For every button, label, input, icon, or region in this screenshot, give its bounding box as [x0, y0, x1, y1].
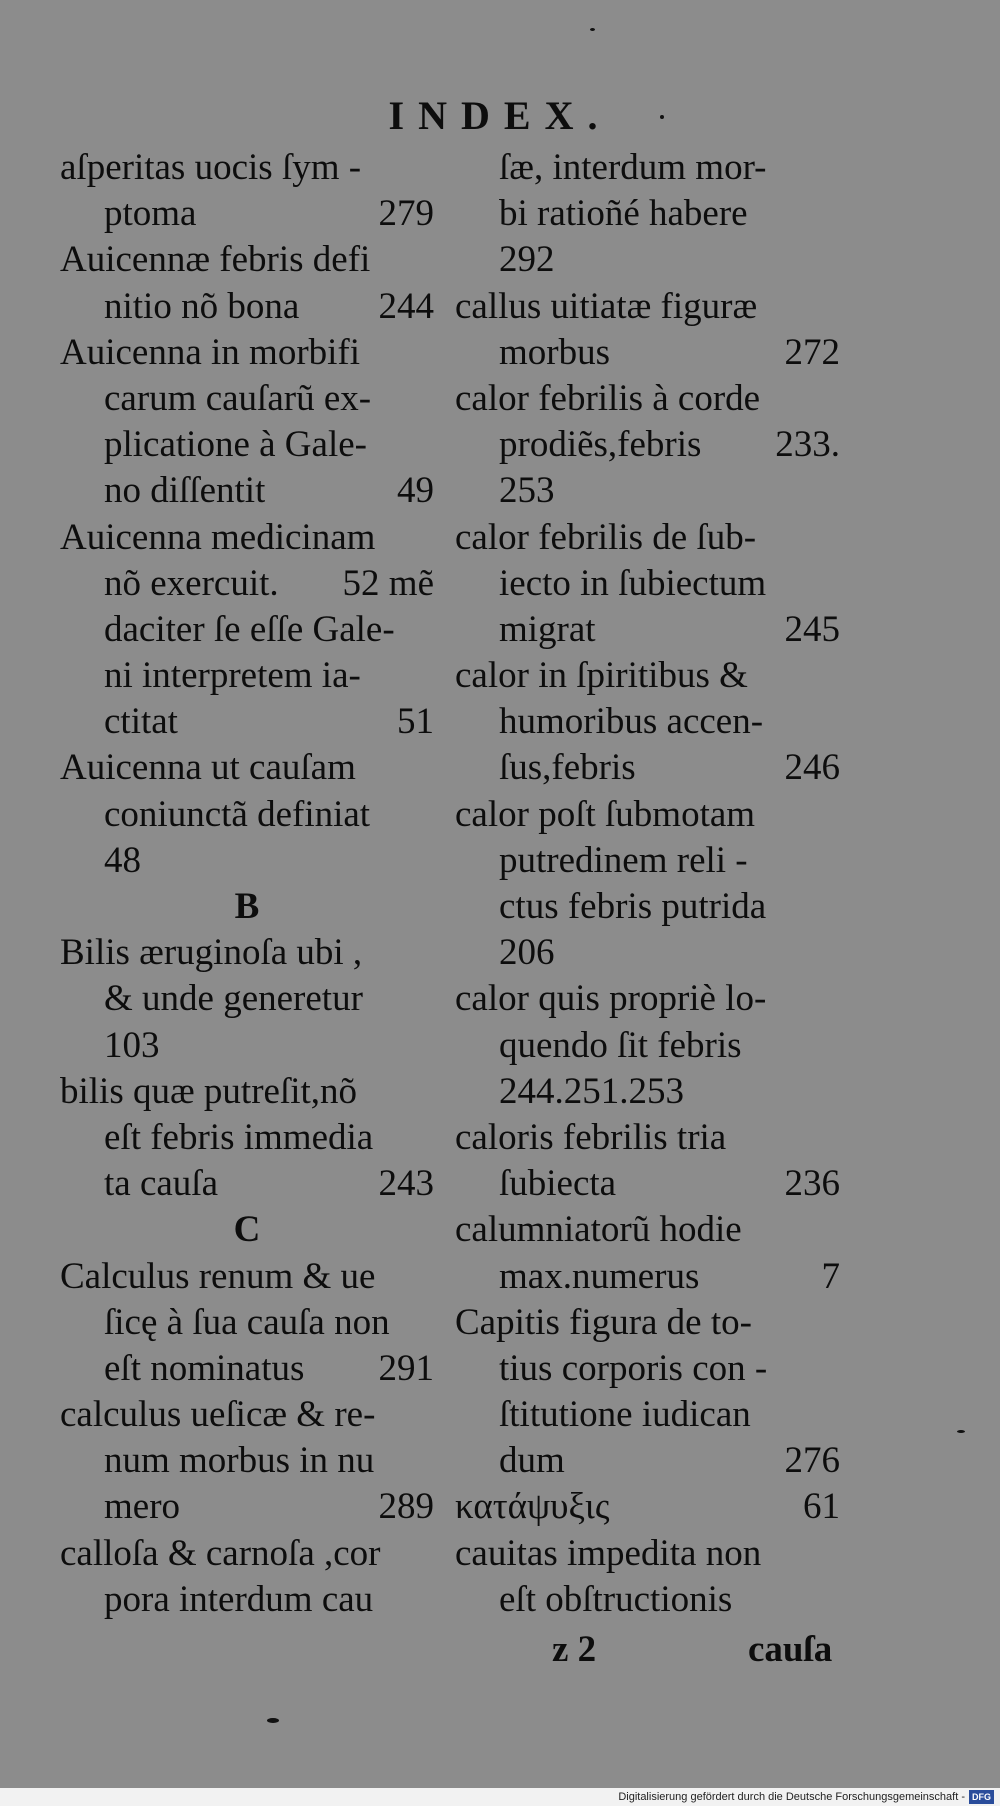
page-title: INDEX.	[388, 93, 612, 138]
page-footer	[0, 1628, 1000, 1674]
index-line-text: Bilis æruginoſa ubi ,	[60, 932, 363, 974]
index-line	[60, 237, 434, 283]
index-line-text: B	[234, 886, 260, 927]
index-line	[60, 1392, 434, 1438]
index-line	[455, 468, 840, 514]
index-line	[455, 1438, 840, 1484]
index-line-text: calor quis propriè lo-	[455, 978, 767, 1020]
index-line-text: mero	[104, 1486, 181, 1528]
index-line-text: nitio nõ bona	[104, 285, 300, 327]
index-line	[60, 1577, 434, 1623]
index-line-text: nõ exercuit.	[104, 562, 279, 604]
index-page-number: 291	[378, 1347, 434, 1389]
index-line	[60, 515, 434, 561]
index-line-text: prodiẽs,febris	[499, 424, 702, 466]
index-line-text: Auicenna ut cauſam	[60, 747, 356, 789]
index-page-number: 289	[378, 1486, 434, 1528]
index-page-number: 236	[784, 1163, 840, 1205]
index-line	[60, 376, 434, 422]
index-line-text: calor in ſpiritibus &	[455, 655, 748, 697]
index-line	[455, 1346, 840, 1392]
index-line-text: bi ratioñé habere	[499, 193, 748, 235]
index-line-text: putredinem reli -	[499, 839, 748, 881]
index-line	[455, 607, 840, 653]
index-line	[60, 930, 434, 976]
index-line-text: 292	[499, 239, 555, 281]
index-line	[60, 145, 434, 191]
index-line	[455, 191, 840, 237]
index-line	[455, 515, 840, 561]
index-page-number: 279	[378, 193, 434, 235]
index-line-text: bilis quæ putreſit,nõ	[60, 1070, 358, 1112]
index-line-text: aſperitas uocis ſym -	[60, 147, 362, 188]
index-line	[455, 884, 840, 930]
index-line	[60, 792, 434, 838]
index-line-text: ctus febris putrida	[499, 886, 767, 927]
index-line-text: calculus ueſicæ & re-	[60, 1394, 376, 1436]
index-line	[455, 1577, 840, 1623]
index-line	[60, 745, 434, 791]
scan-speck	[957, 1430, 965, 1433]
index-line	[455, 745, 840, 791]
index-line-text: quendo ſit febris	[499, 1024, 742, 1066]
index-line	[455, 976, 840, 1022]
index-page-number: 233.	[775, 424, 840, 466]
index-line-text: 253	[499, 470, 555, 512]
index-page-number: 245	[784, 608, 840, 650]
index-line-text: 48	[104, 839, 141, 881]
index-line-text: iecto in ſubiectum	[499, 562, 767, 604]
index-line	[60, 838, 434, 884]
index-line	[60, 1023, 434, 1069]
index-line	[455, 1392, 840, 1438]
index-line	[455, 1161, 840, 1207]
digitization-credit-bar	[0, 1788, 1000, 1806]
index-line-text: ta cauſa	[104, 1163, 218, 1205]
index-line	[60, 1484, 434, 1530]
index-line	[60, 284, 434, 330]
index-line	[455, 1023, 840, 1069]
index-line-text: ſubiecta	[499, 1163, 617, 1205]
index-line	[60, 1115, 434, 1161]
index-page-number: 243	[378, 1163, 434, 1205]
index-line-text: tius corporis con -	[499, 1347, 768, 1389]
index-line-text: Capitis figura de to-	[455, 1301, 752, 1343]
index-line-text: calor febrilis à corde	[455, 377, 761, 419]
index-line	[455, 284, 840, 330]
index-line-text: calor febrilis de ſub-	[455, 516, 757, 558]
index-line-text: ctitat	[104, 701, 178, 743]
index-line	[455, 422, 840, 468]
index-line	[455, 930, 840, 976]
index-line	[60, 330, 434, 376]
index-line-text: calumniatorũ hodie	[455, 1209, 742, 1251]
index-line	[60, 1069, 434, 1115]
index-line	[60, 1346, 434, 1392]
index-line	[455, 1069, 840, 1115]
scan-speck	[660, 115, 664, 119]
index-line-text: κατάψυξις	[455, 1486, 610, 1528]
index-line-text: C	[233, 1209, 261, 1251]
index-line	[455, 1115, 840, 1161]
index-line	[60, 1531, 434, 1577]
index-line	[455, 145, 840, 191]
index-page-number: 7	[821, 1255, 840, 1297]
index-line	[60, 1161, 434, 1207]
index-line	[455, 1531, 840, 1577]
index-line-text: 206	[499, 932, 555, 974]
index-page-number: 52 mẽ	[342, 562, 434, 604]
index-letter-heading	[60, 884, 434, 930]
index-line	[455, 237, 840, 283]
index-line	[60, 422, 434, 468]
index-line-text: ni interpretem ia-	[104, 655, 361, 697]
index-line-text: Auicennæ febris defi	[60, 239, 371, 281]
index-line	[60, 1438, 434, 1484]
scan-speck	[590, 28, 595, 31]
index-line-text: Auicenna in morbifi	[60, 331, 361, 373]
index-line-text: carum cauſarũ ex-	[104, 377, 372, 419]
index-line-text: max.numerus	[499, 1255, 700, 1297]
index-line-text: callus uitiatæ figuræ	[455, 285, 758, 327]
dfg-logo-icon: DFG	[969, 1790, 994, 1804]
index-line-text: eſt nominatus	[104, 1347, 305, 1389]
index-line-text: no diſſentit	[104, 470, 266, 512]
index-line	[455, 1300, 840, 1346]
index-line	[60, 607, 434, 653]
index-line-text: ſicę à ſua cauſa non	[104, 1301, 390, 1343]
signature-mark: z 2	[552, 1629, 597, 1670]
index-line-text: ſus,febris	[499, 747, 636, 789]
index-line	[60, 191, 434, 237]
index-line	[60, 699, 434, 745]
index-page-number: 276	[784, 1440, 840, 1482]
index-page-number: 246	[784, 747, 840, 789]
index-line	[455, 838, 840, 884]
index-line	[60, 468, 434, 514]
index-line-text: humoribus accen-	[499, 701, 764, 743]
index-line-text: ſæ, interdum mor-	[499, 147, 767, 188]
index-line-text: cauitas impedita non	[455, 1532, 762, 1574]
index-line	[455, 653, 840, 699]
left-index-column	[60, 145, 434, 1623]
index-letter-heading	[60, 1207, 434, 1253]
catchword: cauſa	[748, 1629, 833, 1670]
index-page-number: 49	[397, 470, 434, 512]
index-line-text: morbus	[499, 331, 610, 373]
right-index-column	[455, 145, 840, 1623]
index-line	[455, 1254, 840, 1300]
index-line-text: caloris febrilis tria	[455, 1116, 727, 1158]
index-line	[455, 1484, 840, 1530]
index-line-text: daciter ſe eſſe Gale-	[104, 608, 395, 650]
index-line-text: pora interdum cau	[104, 1578, 374, 1620]
index-line	[60, 653, 434, 699]
index-line-text: ptoma	[104, 193, 197, 235]
index-line-text: calor poſt ſubmotam	[455, 793, 756, 835]
credit-text: Digitalisierung gefördert durch die Deutsche Forschungsgemeinschaft -	[618, 1791, 965, 1803]
index-page-number: 51	[397, 701, 434, 743]
index-line	[455, 699, 840, 745]
index-page-number: 61	[803, 1486, 840, 1528]
index-line	[455, 792, 840, 838]
index-line-text: 244.251.253	[499, 1070, 684, 1112]
index-line-text: ſtitutione iudican	[499, 1394, 751, 1436]
index-line-text: dum	[499, 1440, 565, 1482]
index-line-text: eſt obſtructionis	[499, 1578, 733, 1620]
index-line-text: Calculus renum & ue	[60, 1255, 376, 1297]
index-line-text: plicatione à Gale-	[104, 424, 367, 466]
scan-speck	[267, 1718, 279, 1723]
index-line	[60, 1254, 434, 1300]
index-line-text: & unde generetur	[104, 978, 363, 1020]
index-line-text: calloſa & carnoſa ,cor	[60, 1532, 381, 1574]
index-line	[455, 330, 840, 376]
index-page-number: 272	[784, 331, 840, 373]
index-line	[455, 1207, 840, 1253]
index-line-text: 103	[104, 1024, 160, 1066]
index-line-text: migrat	[499, 608, 596, 650]
index-line-text: coniunctã definiat	[104, 793, 371, 835]
index-line	[455, 561, 840, 607]
index-page-number: 244	[378, 285, 434, 327]
index-line-text: Auicenna medicinam	[60, 516, 376, 558]
index-line	[60, 1300, 434, 1346]
index-line-text: num morbus in nu	[104, 1440, 375, 1482]
index-line	[455, 376, 840, 422]
index-line-text: eſt febris immedia	[104, 1116, 374, 1158]
index-line	[60, 976, 434, 1022]
index-line	[60, 561, 434, 607]
